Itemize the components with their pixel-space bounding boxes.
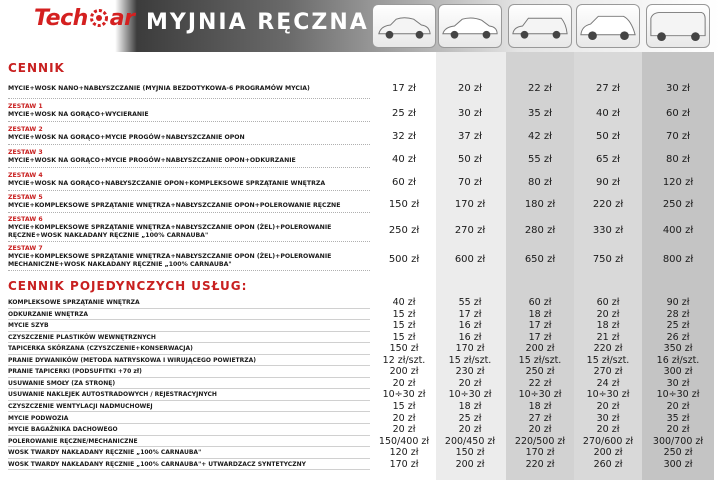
price-cell: 80 zł <box>666 153 690 165</box>
zestaw-label: ZESTAW 2 <box>8 125 43 133</box>
logo-text-ar: ar <box>109 6 135 31</box>
price-cell: 10÷30 zł <box>448 389 492 401</box>
price-cell: 55 zł <box>458 297 482 308</box>
price-cell: 20 zł <box>528 424 552 436</box>
price-cell: 800 zł <box>662 253 694 265</box>
usluga-label: POLEROWANIE RĘCZNE/MECHANICZNE <box>8 437 138 445</box>
usluga-label: PRANIE DYWANIKÓW (METODA NATRYSKOWA I WIRUJĄCEGO POWIETRZA) <box>8 356 257 364</box>
zestaw-label: ZESTAW 5 <box>8 194 43 201</box>
cennik-row-label <box>8 172 325 188</box>
price-cell: 10÷30 zł <box>586 389 630 401</box>
price-cell: 170 zł <box>525 447 555 459</box>
price-cell: 80 zł <box>528 176 552 188</box>
cennik-row-label <box>8 149 296 165</box>
price-cell: 12 zł/szt. <box>382 354 426 366</box>
price-cell: 20 zł <box>392 412 416 424</box>
usluga-row <box>0 459 720 471</box>
price-cell: 30 zł <box>596 412 620 424</box>
usluga-row <box>0 297 720 309</box>
price-cell: 300/700 zł <box>652 435 704 447</box>
price-cell: 17 zł <box>458 308 482 320</box>
usluga-row <box>0 355 720 367</box>
price-cell: 250 zł <box>388 224 420 236</box>
row-separator <box>8 469 370 470</box>
service-description: MYCIE+WOSK NA GORĄCO+NABŁYSZCZANIE OPON+KOMPLEKSOWE SPRZĄTANIE WNĘTRZA <box>8 179 326 187</box>
usluga-label: ODKURZANIE WNĘTRZA <box>8 310 88 318</box>
price-cell: 150 zł <box>389 343 419 355</box>
zestaw-label: ZESTAW 7 <box>8 244 43 252</box>
usluga-label: TAPICERKA SKÓRZANA (CZYSZCZENIE+KONSERWACJA) <box>8 345 193 353</box>
price-cell: 10÷30 zł <box>382 389 426 401</box>
price-cell: 260 zł <box>593 458 623 470</box>
price-cell: 32 zł <box>392 130 416 142</box>
service-description: MYCIE+WOSK NA GORĄCO+MYCIE PROGÓW+NABŁYSZCZANIE OPON+ODKURZANIE <box>8 156 296 164</box>
price-cell: 170 zł <box>389 458 419 470</box>
cennik-row <box>0 213 720 242</box>
price-cell: 16 zł/szt. <box>656 354 700 366</box>
price-cell: 200 zł <box>593 447 623 459</box>
price-cell: 15 zł/szt. <box>448 354 492 366</box>
price-cell: 55 zł <box>528 153 552 165</box>
logo-text-tech: Tech <box>34 6 88 31</box>
service-description: MYCIE+KOMPLEKSOWE SPRZĄTANIE WNĘTRZA+NABŁYSZCZANIE OPON+POLEROWANIE RĘCZNE <box>8 202 341 209</box>
price-cell: 20 zł <box>666 400 690 412</box>
price-cell: 35 zł <box>666 412 690 424</box>
price-cell: 300 zł <box>663 366 693 378</box>
page-title: MYJNIA RĘCZNA <box>146 10 369 35</box>
price-cell: 200 zł <box>525 343 555 355</box>
suv-icon <box>576 4 640 48</box>
sedan-small-icon <box>372 4 436 48</box>
cennik-row <box>0 99 720 122</box>
price-cell: 270 zł <box>593 366 623 378</box>
cennik-row-label <box>8 103 149 119</box>
cennik-row <box>0 242 720 271</box>
usluga-row <box>0 309 720 321</box>
price-cell: 280 zł <box>524 224 556 236</box>
cennik-row <box>0 145 720 168</box>
price-cell: 20 zł <box>392 424 416 436</box>
price-cell: 20 zł <box>458 377 482 389</box>
usluga-row <box>0 378 720 390</box>
service-description: MECHANICZNE+WOSK NAKŁADANY RĘCZNIE „100% CARNAUBA" <box>8 260 232 268</box>
cennik-row-label <box>8 245 331 269</box>
sedan-icon <box>438 4 502 48</box>
price-cell: 17 zł <box>392 82 416 94</box>
price-cell: 20 zł <box>392 377 416 389</box>
price-cell: 180 zł <box>524 199 556 210</box>
price-cell: 15 zł <box>392 331 416 343</box>
usluga-label: USUWANIE SMOŁY (ZA STRONĘ) <box>8 379 116 387</box>
price-cell: 30 zł <box>666 377 690 389</box>
price-cell: 16 zł <box>458 320 482 332</box>
usluga-row <box>0 424 720 436</box>
price-cell: 15 zł <box>392 400 416 412</box>
cennik-row <box>0 191 720 213</box>
price-cell: 200/450 zł <box>444 435 496 447</box>
price-cell: 220 zł <box>593 343 623 355</box>
price-cell: 250 zł <box>663 447 693 459</box>
price-cell: 65 zł <box>596 153 620 165</box>
price-cell: 22 zł <box>528 377 552 389</box>
price-cell: 270/600 zł <box>582 435 634 447</box>
price-cell: 35 zł <box>528 107 552 119</box>
price-cell: 15 zł <box>392 320 416 332</box>
price-cell: 28 zł <box>666 308 690 320</box>
usluga-label: CZYSZCZENIE PLASTIKÓW WEWNĘTRZNYCH <box>8 333 156 341</box>
price-cell: 70 zł <box>458 176 482 188</box>
price-cell: 10÷30 zł <box>656 389 700 401</box>
price-cell: 30 zł <box>458 107 482 119</box>
price-cell: 20 zł <box>596 400 620 412</box>
service-description: RĘCZNE+WOSK NAKŁADANY RĘCZNIE „100% CARNAUBA" <box>8 231 209 239</box>
zestaw-label: ZESTAW 1 <box>8 102 43 110</box>
price-cell: 350 zł <box>663 343 693 355</box>
price-cell: 120 zł <box>662 176 694 188</box>
service-description: MYCIE+WOSK NA GORĄCO+WYCIERANIE <box>8 110 149 118</box>
price-cell: 15 zł/szt. <box>586 354 630 366</box>
price-cell: 17 zł <box>528 331 552 343</box>
service-description: MYCIE+WOSK NA GORĄCO+MYCIE PROGÓW+NABŁYSZCZANIE OPON <box>8 133 245 141</box>
price-cell: 230 zł <box>455 366 485 378</box>
price-cell: 120 zł <box>389 447 419 459</box>
price-cell: 40 zł <box>392 153 416 165</box>
price-cell: 20 zł <box>666 424 690 436</box>
price-cell: 60 zł <box>392 176 416 188</box>
price-cell: 250 zł <box>662 199 694 210</box>
usluga-row <box>0 389 720 401</box>
usluga-row <box>0 366 720 378</box>
price-cell: 18 zł <box>596 320 620 332</box>
usluga-label: MYCIE PODWOZIA <box>8 414 69 422</box>
price-cell: 24 zł <box>596 377 620 389</box>
cennik-row-label <box>8 85 310 93</box>
cennik-row <box>0 168 720 191</box>
price-cell: 60 zł <box>666 107 690 119</box>
price-cell: 21 zł <box>596 331 620 343</box>
price-cell: 50 zł <box>458 153 482 165</box>
usluga-row <box>0 343 720 355</box>
price-cell: 18 zł <box>458 400 482 412</box>
price-cell: 42 zł <box>528 130 552 142</box>
price-cell: 650 zł <box>524 253 556 265</box>
usluga-row <box>0 447 720 459</box>
price-cell: 150/400 zł <box>378 435 430 447</box>
price-cell: 220 zł <box>592 199 624 210</box>
price-cell: 15 zł/szt. <box>518 354 562 366</box>
cennik-row-label <box>8 194 340 210</box>
usluga-row <box>0 320 720 332</box>
price-cell: 16 zł <box>458 331 482 343</box>
price-cell: 330 zł <box>592 224 624 236</box>
price-cell: 40 zł <box>596 107 620 119</box>
price-cell: 37 zł <box>458 130 482 142</box>
cennik-row <box>0 122 720 145</box>
price-cell: 25 zł <box>392 107 416 119</box>
usluga-label: KOMPLEKSOWE SPRZĄTANIE WNĘTRZA <box>8 299 140 306</box>
price-cell: 60 zł <box>528 297 552 308</box>
zestaw-label: ZESTAW 6 <box>8 215 43 223</box>
cennik-row <box>0 78 720 99</box>
price-cell: 500 zł <box>388 253 420 265</box>
usluga-label: USUWANIE NAKLEJEK AUTOSTRADOWYCH / REJESTRACYJNYCH <box>8 391 217 399</box>
van-icon <box>646 4 710 48</box>
station-wagon-icon <box>508 4 572 48</box>
price-cell: 150 zł <box>455 447 485 459</box>
price-cell: 220 zł <box>525 458 555 470</box>
price-cell: 20 zł <box>596 308 620 320</box>
row-separator <box>8 270 370 271</box>
price-cell: 15 zł <box>392 308 416 320</box>
price-cell: 220/500 zł <box>514 435 566 447</box>
price-cell: 150 zł <box>388 199 420 210</box>
price-cell: 270 zł <box>454 224 486 236</box>
price-cell: 90 zł <box>666 297 690 308</box>
price-cell: 170 zł <box>454 199 486 210</box>
price-cell: 25 zł <box>458 412 482 424</box>
price-cell: 90 zł <box>596 176 620 188</box>
price-cell: 170 zł <box>455 343 485 355</box>
service-description: MYCIE+WOSK NANO+NABŁYSZCZANIE (MYJNIA BEZDOTYKOWA-6 PROGRAMÓW MYCIA) <box>8 84 310 92</box>
price-cell: 10÷30 zł <box>518 389 562 401</box>
price-cell: 400 zł <box>662 224 694 236</box>
service-description: MYCIE+KOMPLEKSOWE SPRZĄTANIE WNĘTRZA+NABŁYSZCZANIE OPON (ŻEL)+POLEROWANIE <box>8 223 332 231</box>
price-cell: 60 zł <box>596 297 620 308</box>
price-cell: 70 zł <box>666 130 690 142</box>
price-cell: 750 zł <box>592 253 624 265</box>
zestaw-label: ZESTAW 3 <box>8 148 43 156</box>
usluga-row <box>0 401 720 413</box>
usluga-row <box>0 413 720 425</box>
price-cell: 22 zł <box>528 82 552 94</box>
cennik-row-label <box>8 216 331 240</box>
section-title-cennik: CENNIK <box>8 61 65 75</box>
price-cell: 27 zł <box>528 412 552 424</box>
price-cell: 18 zł <box>528 400 552 412</box>
usluga-label: WOSK TWARDY NAKŁADANY RĘCZNIE „100% CARNAUBA" <box>8 449 202 457</box>
price-cell: 20 zł <box>458 82 482 94</box>
price-cell: 250 zł <box>525 366 555 378</box>
section-title-uslugi: CENNIK POJEDYNCZYCH USŁUG: <box>8 279 248 293</box>
price-cell: 27 zł <box>596 82 620 94</box>
usluga-label: PRANIE TAPICERKI (PODSUFITKI +70 zł) <box>8 368 142 376</box>
price-cell: 26 zł <box>666 331 690 343</box>
price-cell: 25 zł <box>666 320 690 332</box>
price-cell: 600 zł <box>454 253 486 265</box>
price-cell: 17 zł <box>528 320 552 332</box>
price-cell: 40 zł <box>392 297 416 308</box>
usluga-row <box>0 436 720 448</box>
price-cell: 50 zł <box>596 130 620 142</box>
gear-logo-icon <box>89 8 109 28</box>
price-cell: 200 zł <box>389 366 419 378</box>
price-cell: 18 zł <box>528 308 552 320</box>
usluga-row <box>0 332 720 344</box>
usluga-label: MYCIE BAGAŻNIKA DACHOWEGO <box>8 426 118 434</box>
usluga-label: CZYSZCZENIE WENTYLACJI NADMUCHOWEJ <box>8 402 153 410</box>
cennik-row-label <box>8 126 245 142</box>
usluga-label: MYCIE SZYB <box>8 322 49 330</box>
service-description: MYCIE+KOMPLEKSOWE SPRZĄTANIE WNĘTRZA+NABŁYSZCZANIE OPON (ŻEL)+POLEROWANIE <box>8 252 332 260</box>
usluga-label: WOSK TWARDY NAKŁADANY RĘCZNIE „100% CARNAUBA"+ UTWARDZACZ SYNTETYCZNY <box>8 460 306 468</box>
price-cell: 20 zł <box>458 424 482 436</box>
price-cell: 20 zł <box>596 424 620 436</box>
price-cell: 300 zł <box>663 458 693 470</box>
zestaw-label: ZESTAW 4 <box>8 171 43 179</box>
price-cell: 200 zł <box>455 458 485 470</box>
price-cell: 30 zł <box>666 82 690 94</box>
logo <box>34 6 135 31</box>
